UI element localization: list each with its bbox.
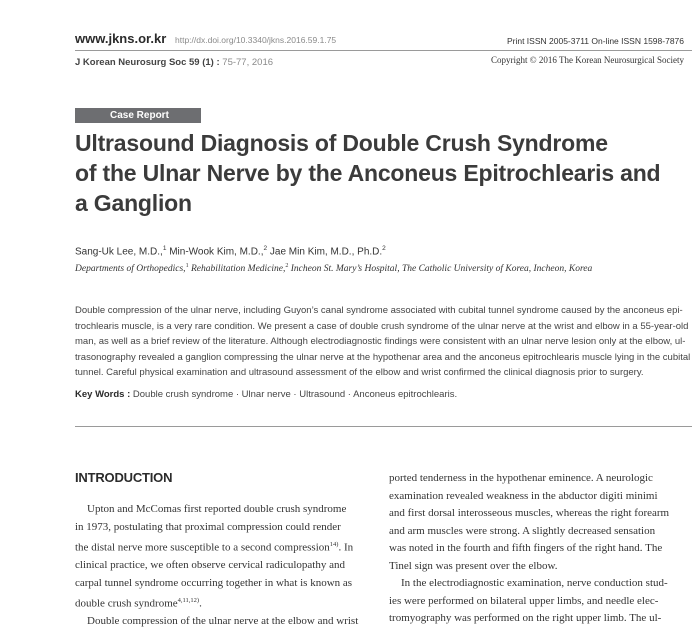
body-line: double crush syndrome$^{4,11,12)}$. [75, 597, 202, 610]
author-affil-mark: 2 [263, 245, 268, 252]
body-line: tromyography was performed on the right upper limb. The ul- [389, 612, 662, 624]
article-title [75, 128, 685, 218]
citation-journal: J Korean Neurosurg Soc 59 (1) : [75, 57, 220, 68]
author-affil-mark: 2 [382, 245, 386, 252]
title-line: a Ganglion [75, 190, 192, 216]
issn-info: Print ISSN 2005-3711 On-line ISSN 1598-7876 [506, 36, 684, 46]
keywords-label: Key Words : [75, 389, 131, 400]
journal-website[interactable]: www.jkns.or.kr [75, 31, 167, 46]
section-heading-introduction: INTRODUCTION [75, 470, 173, 485]
author-name: Min-Wook Kim, M.D., [169, 246, 264, 258]
abstract-line: tunnel. Careful physical examination and ultrasound assessment of the elbow and wrist confirmed the clinical diagnosis prior to surgery. [75, 367, 644, 378]
affiliations: Departments of Orthopedics,$^1$ Rehabilitation Medicine,$^2$ Incheon St. Mary’s Hospital, The Catholic University of Korea, Incheon, Korea [75, 263, 593, 275]
body-line: and arm muscles were strong. A slightly decreased sensation [389, 524, 656, 537]
body-line: ies were performed on bilateral upper limbs, and needle elec- [389, 594, 659, 607]
abstract-line: trochlearis muscle, is a very rare condition. We present a case of double crush syndrome of the ulnar nerve at the wrist and elbow in a 55-year-old [75, 320, 689, 332]
abstract [75, 303, 691, 381]
body-line: Tinel sign was present over the elbow. [389, 559, 558, 572]
body-column-left [75, 501, 371, 631]
author-list [75, 245, 386, 257]
body-line: was noted in the fourth and fifth fingers of the right hand. The [389, 542, 663, 554]
author-affil-mark: 1 [162, 245, 167, 252]
body-line: carpal tunnel syndrome occurring together in what is known as [75, 576, 353, 589]
title-line: Ultrasound Diagnosis of Double Crush Syndrome [75, 130, 608, 156]
body-line: in 1973, postulating that proximal compression could render [75, 520, 341, 533]
section-divider [75, 426, 692, 427]
author-name: Sang-Uk Lee, M.D., [75, 246, 163, 258]
body-line: clinical practice, we often observe cervical radiculopathy and [75, 559, 345, 572]
journal-citation [75, 57, 273, 68]
body-line: and first dorsal interosseous muscles, whereas the right forearm [389, 507, 670, 519]
title-line: of the Ulnar Nerve by the Anconeus Epitrochlearis and [75, 160, 661, 186]
body-line: the distal nerve more susceptible to a second compression$^{14)}$. In [75, 541, 354, 554]
abstract-line: trasonography revealed a ganglion compressing the ulnar nerve at the hypothenar area and the anconeus epitrochlearis muscle lying in the cubital [75, 351, 691, 363]
reference-mark[interactable]: 4,11,12) [177, 597, 200, 605]
body-line: ported tenderness in the hypothenar eminence. A neurologic [389, 472, 653, 484]
copyright: Copyright © 2016 The Korean Neurosurgical Society [491, 55, 684, 65]
keywords-list: Double crush syndrome · Ulnar nerve · Ultrasound · Anconeus epitrochlearis. [130, 389, 458, 400]
keywords [75, 389, 457, 400]
body-line: In the electrodiagnostic examination, nerve conduction stud- [401, 577, 668, 589]
abstract-line: Double compression of the ulnar nerve, including Guyon’s canal syndrome associated with cubital tunnel syndrome caused by the anconeus epi- [75, 305, 683, 316]
body-line: examination revealed weakness in the abductor digiti minimi [389, 489, 658, 502]
citation-pages: 75-77, 2016 [222, 57, 274, 68]
body-column-right [389, 470, 687, 628]
doi-link[interactable]: http://dx.doi.org/10.3340/jkns.2016.59.1.75 [175, 35, 337, 45]
author-name: Jae Min Kim, M.D., Ph.D. [269, 246, 383, 258]
header-divider [75, 50, 692, 51]
body-line: Double compression of the ulnar nerve at the elbow and wrist [87, 615, 359, 628]
body-line: Upton and McComas first reported double crush syndrome [87, 503, 347, 515]
reference-mark[interactable]: 14) [329, 541, 339, 548]
article-type-badge: Case Report [75, 108, 201, 123]
abstract-line: man, as well as a brief review of the literature. Although electrodiagnostic findings were consistent with an ulnar nerve lesion only at the elbow, ul- [75, 336, 686, 347]
